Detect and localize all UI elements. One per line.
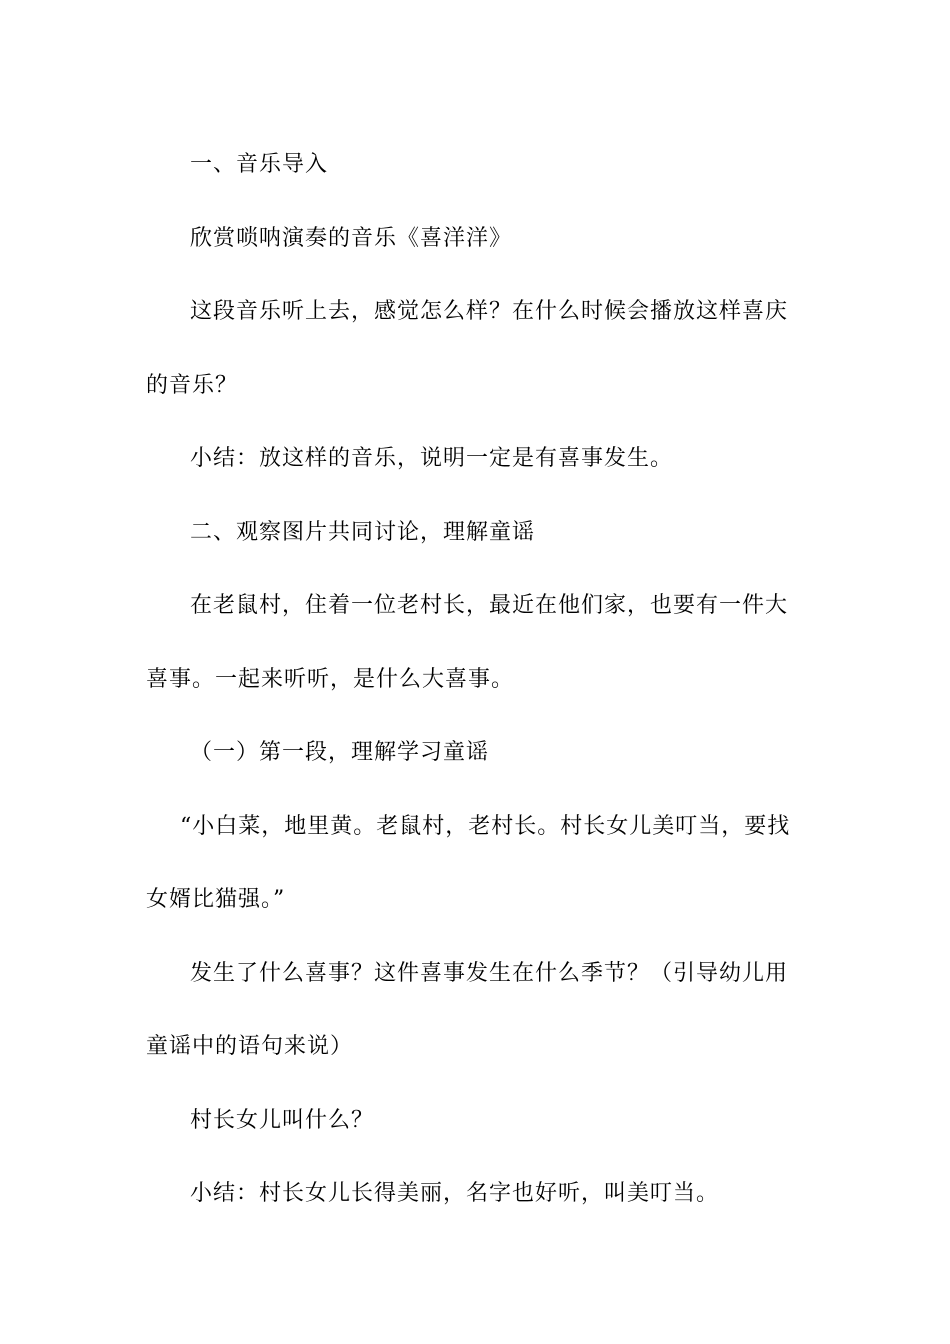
- paragraph-mouse-village: 在老鼠村，住着一位老村长，最近在他们家，也要有一件大喜事。一起来听听，是什么大喜事。: [146, 593, 789, 692]
- section-heading-music-intro: 一、音乐导入: [190, 152, 329, 177]
- paragraph-summary-happy-event: 小结：放这样的音乐，说明一定是有喜事发生。: [190, 446, 674, 471]
- paragraph-question-season: 发生了什么喜事？这件喜事发生在什么季节？（引导幼儿用童谣中的语句来说）: [146, 960, 789, 1059]
- paragraph-question-name: 村长女儿叫什么？: [190, 1107, 375, 1133]
- paragraph-listen-music: 欣赏唢呐演奏的音乐《喜洋洋》: [190, 225, 513, 251]
- section-heading-observe-discuss: 二、观察图片共同讨论，理解童谣: [190, 519, 536, 545]
- paragraph-summary-name: 小结：村长女儿长得美丽，名字也好听，叫美叮当。: [190, 1181, 720, 1206]
- paragraph-nursery-rhyme: “小白菜，地里黄。老鼠村，老村长。村长女儿美叮当，要找女婿比猫强。”: [146, 813, 791, 912]
- document-body: [146, 128, 796, 1231]
- subsection-heading-part-one: （一）第一段，理解学习童谣: [190, 740, 490, 765]
- paragraph-question-feeling: 这段音乐听上去，感觉怎么样？在什么时候会播放这样喜庆的音乐？: [146, 299, 789, 398]
